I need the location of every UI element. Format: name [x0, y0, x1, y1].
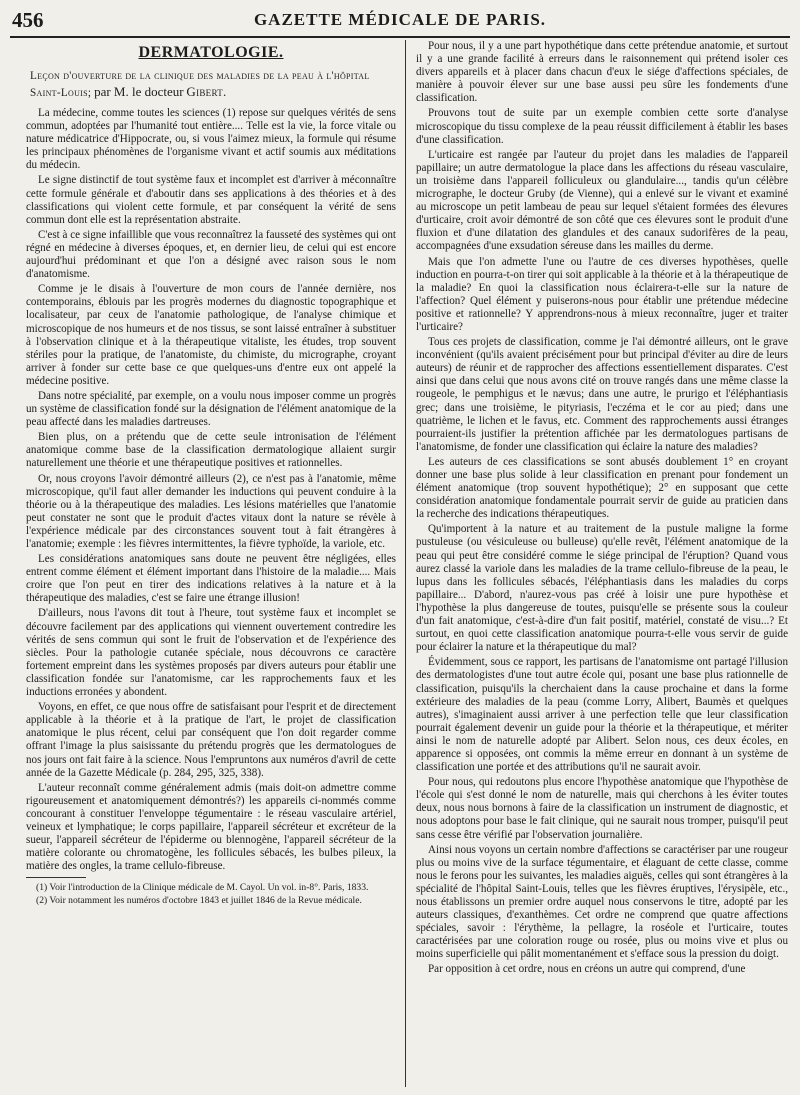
paragraph: Pour nous, il y a une part hypothétique dans cette prétendue anatomie, et surtout il y a une grande facilité à erreurs dans le raisonnement qui prétend isoler ces divers appareils et à placer dans chacun d'eux le siége d'affections spéciales, de manière à pouvoir élever sur une base aussi peu sûre les fondements d'une classification. [416, 40, 788, 105]
lecon-author: Gibert. [186, 84, 227, 99]
column-divider [405, 40, 406, 1087]
paragraph: Pour nous, qui redoutons plus encore l'hypothèse anatomique que l'hypothèse de l'école qui s'est donné le nom de naturelle, mais qui cherchons à les éviter toutes deux, nous nous bornons à faire de la classification un instrument de diagnostic, et nous adoptons pour base le fait clinique, qui ne saurait nous tromper, puisqu'il peut sans cesse être vérifié par l'observation journalière. [416, 776, 788, 841]
footnote: (2) Voir notamment les numéros d'octobre 1843 et juillet 1846 de la Revue médicale. [36, 895, 362, 907]
section-title: DERMATOLOGIE. [138, 44, 284, 61]
paragraph: Les considérations anatomiques sans doute ne peuvent être négligées, elles entrent comme élément et élément important dans l'histoire de la maladie.... Mais croire que l'on peut en tirer des indications relatives à la nature et à la thérapeutique des maladies, c'est se faire une étrange illusion! [26, 553, 396, 605]
left-column [26, 40, 396, 1087]
footnote-rule [26, 877, 86, 878]
paragraph: Dans notre spécialité, par exemple, on a voulu nous imposer comme un progrès un système de classification fondé sur la désignation de l'élément anatomique de la peau affecté dans les maladies dartreuses. [26, 389, 396, 429]
paragraph: Les auteurs de ces classifications se sont abusés doublement 1° en croyant donner une base plus solide à leur classification en prenant pour fondement un élément anatomique (trop souvent hypothétique); 2° en supposant que cette considération anatomique fondamentale pourrait servir de guide au praticien dans la recherche des indications thérapeutiques. [416, 455, 788, 521]
paragraph: Mais que l'on admette l'une ou l'autre de ces diverses hypothèses, quelle induction en pourra-t-on tirer qui soit applicable à la théorie et à la thérapeutique de la maladie? En quoi la classification nous éclairera-t-elle sur la nature de l'affection? Quel élément y puiserons-nous pour établir une prétendue médecine positive et rationnelle? Y apprendrons-nous à mieux reconnaître, juger et traiter l'urticaire? [416, 255, 788, 333]
paragraph: Bien plus, on a prétendu que de cette seule intronisation de l'élément anatomique comme base de la classification dermatologique allaient surgir naturellement une théorie et une thérapeutique positives et rationnelles. [26, 431, 396, 470]
paragraph: Voyons, en effet, ce que nous offre de satisfaisant pour l'esprit et de directement applicable à la théorie et à la pratique de l'art, le projet de classification anatomique le plus récent, celui par conséquent que l'on doit regarder comme offrant l'image la plus saisissante du prétendu progrès que les dermatologues de nos jours ont fait faire à la science. Nous l'empruntons aux numéros d'avril de cette année de la Gazette Médicale (p. 284, 295, 325, 338). [26, 701, 396, 779]
paragraph: Par opposition à cet ordre, nous en créons un autre qui comprend, d'une [428, 963, 746, 976]
paragraph: Évidemment, sous ce rapport, les partisans de l'anatomisme ont partagé l'illusion des dermatologistes d'une tout autre école qui, posant une base plus rationnelle de classification, puisqu'ils la cherchaient dans la cause prochaine et dans la forme extérieure des maladies de la peau (comme Lorry, Alibert, Baumès et quelques autres), s'imaginaient aussi arriver à une perfection telle que leur classification pourrait également devenir un guide pour la théorie et la thérapeutique, et mériter ainsi le nom de naturelle adopté par Alibert. Selon nous, ces deux écoles, en apparence si opposées, ont commis la même erreur en donnant à un système de classification une portée et des attributions qu'il ne saurait avoir. [416, 656, 788, 774]
paragraph: Qu'importent à la nature et au traitement de la pustule maligne la forme pustuleuse (ou vésiculeuse ou bulleuse) qu'elle revêt, l'élément anatomique de la peau qui peut être considéré comme le siége principal de l'éruption? Quand vous aurez classé la variole dans les maladies de la trame cellulo-fibreuse de la peau, le lupus dans les follicules sébacés, l'éléphantiasis dans les maladies du corps papillaire... D'abord, n'aurez-vous pas créé à loisir une pure hypothèse et l'hypothèse la plus dangereuse de toutes, puisqu'elle se présente sous la couleur d'un fait anatomique, c'est-à-dire d'un fait positif, matériel, constaté de visu...? Et surtout, en quoi cette classification anatomique pourra-t-elle vous servir de guide pour éclairer la nature et la thérapeutique du mal? [416, 523, 788, 654]
paragraph: Le signe distinctif de tout système faux et incomplet est d'arriver à méconnaître cette formule générale et d'aboutir dans ses applications à des théories et à des classifications qui violent cette formule, et par conséquent la vérité de sens commun dont elle est la représentation abstraite. [26, 174, 396, 226]
page-number: 456 [12, 8, 44, 32]
paragraph: D'ailleurs, nous l'avons dit tout à l'heure, tout système faux et incomplet se découvre facilement par des applications qui viennent ouvertement contredire les vérités de sens commun qui sont le fruit de l'observation et de l'expérience des siècles. Pour la pathologie cutanée spéciale, nous découvrons ce caractère fortement empreint dans les systèmes proposés par divers auteurs pour établir une classification fondée sur l'anatomisme, car les rapprochements faux et les inductions erronées y abondent. [26, 607, 396, 699]
paragraph: Or, nous croyons l'avoir démontré ailleurs (2), ce n'est pas à l'anatomie, même microscopique, qu'il faut aller demander les inductions qui peuvent conduire à la théorie ou à la thérapeutique des maladies. Les lésions matérielles que l'anatomie peut constater ne sont que le produit d'actes vitaux dont la nature se révèle à l'expérience médicale par des circonstances souvent tout à fait étrangères à l'anatomie; exemple : les fièvres intermittentes, la fièvre typhoïde, la variole, etc. [26, 472, 396, 550]
paragraph: Ainsi nous voyons un certain nombre d'affections se caractériser par une rougeur plus ou moins vive de la surface tégumentaire, et élaguant de cette classe, comme nous le ferons pour les suivantes, les maladies aiguës, celles qui sont étrangères à la spécialité de l'hôpital Saint-Louis, telles que les fièvres éruptives, l'érysipèle, etc., nous établissons un premier ordre auquel nous conservons le titre, adopté par les auteurs classiques, d'exanthèmes. Cet ordre ne comprend que quatre affections spéciales, savoir : l'érythème, la pellagre, la roséole et l'urticaire, toutes caractérisées par une coloration rouge ou rosée, plus ou moins vive et plus ou moins superficielle qui pâlit momentanément et s'efface sous la pression du doigt. [416, 843, 788, 961]
paragraph: La médecine, comme toutes les sciences (1) repose sur quelques vérités de sens commun, adoptées par l'humanité tout entière.... Telle est la vie, la force vitale ou nature médicatrice d'Hippocrate, ou, si vous l'aimez mieux, la formule qui résume les principaux phénomènes de l'organisme vivant et actif soumis aux méditations du médecin. [26, 107, 396, 172]
paragraph: L'urticaire est rangée par l'auteur du projet dans les maladies de l'appareil papillaire; un autre dermatologue la place dans les affections du réseau vasculaire, un troisième dans l'appareil folliculeux ou glandulaire..., tandis qu'un célèbre micrographe, le docteur Gruby (de Vienne), qui a enlevé sur le vivant et examiné au microscope un petit lambeau de peau sur lequel s'étaient formées des élevures d'urticaire, croit avoir démontré de son côté que ces élevures sont le produit d'une fluxion et d'une dilatation des glandules et des canaux sudorifères de la peau, accompagnées d'une exsudation séreuse dans les mailles du derme. [416, 148, 788, 253]
paragraph: C'est à ce signe infaillible que vous reconnaîtrez la fausseté des systèmes qui ont régné en médecine à diverses époques, et, en dernier lieu, de celui qui est encore aujourd'hui prédominant et que l'on a désigné avec raison sous le nom d'anatomisme. [26, 228, 396, 281]
right-column [416, 40, 788, 1087]
paragraph: Comme je le disais à l'ouverture de mon cours de l'année dernière, nos contemporains, éblouis par les progrès modernes du diagnostic topographique et localisateur, par ceux de l'anatomie pathologique, de l'analyse chimique et microscopique de nos humeurs et de nos tissus, se sont laissé entraîner à substituer à l'observation clinique et à la thérapeutique vitaliste, les études, trop souvent stériles pour la pratique, de l'anatomiste, du chimiste, du micrographe, croyant arriver à fonder sur cette base ce que quelques-uns d'entre eux ont appelé la médecine positive. [26, 283, 396, 387]
paragraph: L'auteur reconnaît comme généralement admis (mais doit-on admettre comme rigoureusement et anatomiquement démontrés?) les appareils ci-nommés comme concourant à constituer l'enveloppe tégumentaire : le réseau vasculaire artériel, veineux et lymphatique; le corps papillaire, l'appareil sécréteur et excréteur de la sueur, l'appareil sécréteur de l'épiderme ou blennogène, l'appareil sécréteur de la matière colorante ou chromatogène, les follicules sébacés, les bulbes pileux, la matière des ongles, la trame cellulo-fibreuse. [26, 781, 396, 873]
journal-title: GAZETTE MÉDICALE DE PARIS. [253, 10, 547, 29]
columns [10, 40, 790, 1087]
lecon-title [26, 68, 396, 101]
paragraph: Tous ces projets de classification, comme je l'ai démontré ailleurs, ont le grave inconvénient (qu'ils avaient précisément pour but principal d'éviter au dire de leurs auteurs) de réunir et de rapprocher des affections essentiellement disparates. C'est ainsi que dans celui que nous avons cité on trouve rangés dans une même classe la rougeole, le pemphigus et le nævus; dans une autre, le prurigo et l'éléphantiasis grec; dans une troisième, le pityriasis, l'eczéma et le cor au pied; dans une quatrième, le lichen et le favus, etc. Comment des rapprochements aussi étranges pourraient-ils justifier la prétention affichée par les dermatologues partisans de l'anatomisme, de fonder une classification qui éclaire la nature des maladies? [416, 336, 788, 453]
footnote: (1) Voir l'introduction de la Clinique médicale de M. Cayol. Un vol. in-8°. Paris, 1833. [36, 882, 369, 894]
lecon-title-part1: Leçon d'ouverture de la clinique des maladies de la peau à l'hôpital Saint-Louis; [30, 70, 370, 99]
page-header [10, 6, 790, 38]
lecon-title-part2: par M. le docteur [94, 84, 184, 99]
paragraph: Prouvons tout de suite par un exemple combien cette sorte d'analyse microscopique du tissu complexe de la peau réussit difficilement à établir les bases d'une classification. [416, 107, 788, 146]
